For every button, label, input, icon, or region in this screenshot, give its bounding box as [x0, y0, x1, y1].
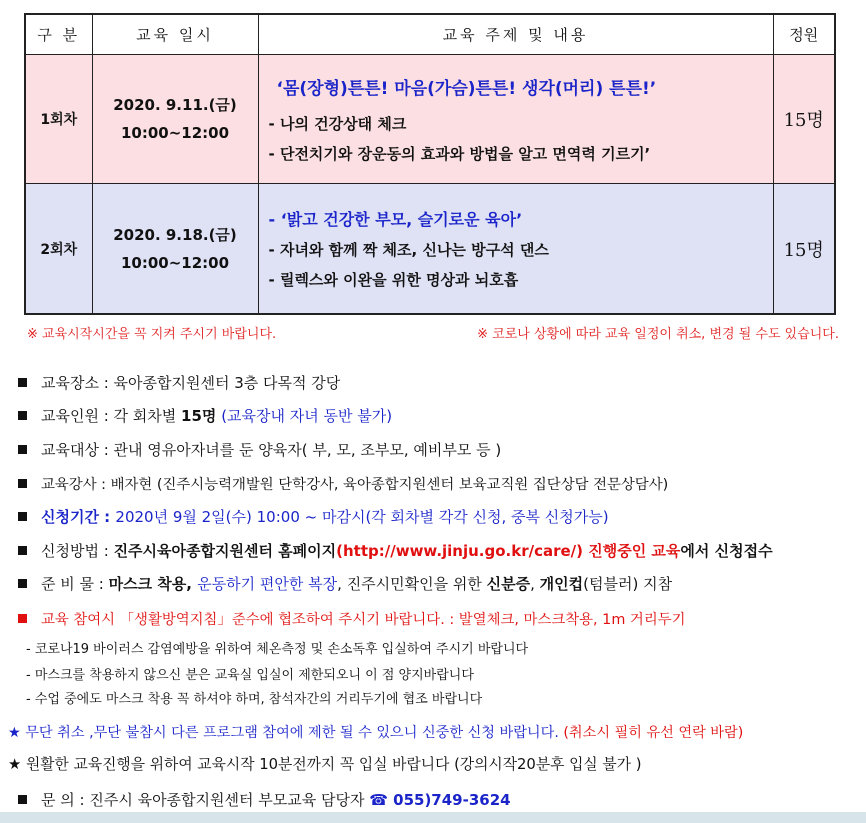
info-star-cancel-text: ★ 무단 취소 ,무단 불참시 다른 프로그램 참여에 제한 될 수 있으니 신중한 신청 바랍니다.: [8, 725, 564, 741]
topic-cell: [258, 55, 773, 184]
info-prep-id: 신분증: [486, 575, 531, 593]
datetime-cell: [92, 184, 258, 315]
info-method-link[interactable]: (http://www.jinju.go.kr/care/) 진행중인 교육: [336, 542, 681, 560]
bullet-icon: [18, 378, 27, 387]
table-header-row: [25, 14, 835, 55]
info-period-label: 신청기간 :: [41, 508, 116, 526]
info-target: [18, 439, 501, 460]
bullet-icon: [18, 795, 27, 804]
info-period: [18, 506, 609, 527]
info-prep-text: , 진주시민확인을 위한: [337, 575, 487, 593]
capacity-cell: 15명: [773, 184, 835, 315]
table-row: [25, 184, 835, 315]
info-place: [18, 372, 340, 393]
info-people: [18, 405, 392, 426]
info-target-text: 교육대상 : 관내 영유아자녀를 둔 양육자( 부, 모, 조부모, 예비부모 등 ): [41, 441, 502, 459]
topic-title: - ‘밝고 건강한 부모, 슬기로운 육아’: [268, 210, 523, 229]
info-prep-end: (텀블러) 지참: [583, 575, 673, 593]
bullet-icon: [18, 579, 27, 588]
round-cell: 1회차: [25, 55, 92, 184]
info-rule: [18, 608, 686, 629]
info-people-note: (교육장내 자녀 동반 불가): [216, 407, 393, 425]
schedule-table: [24, 13, 836, 315]
time-text: 10:00~12:00: [120, 253, 230, 272]
notice-line: [27, 323, 839, 342]
date-text: 2020. 9.18.(금): [113, 225, 237, 244]
info-prep-clothes: 운동하기 편안한 복장: [197, 575, 338, 593]
info-sub: - 마스크를 착용하지 않으신 분은 교육실 입실이 제한되오니 이 점 양지바랍니다: [26, 668, 474, 683]
header-topic: 교육 주제 및 내용: [258, 14, 773, 55]
time-text: 10:00~12:00: [120, 124, 230, 142]
info-contact-phone[interactable]: ☎ 055)749-3624: [369, 791, 511, 809]
bullet-icon: [18, 479, 27, 488]
bullet-icon: [18, 512, 27, 521]
bullet-icon: [18, 546, 27, 555]
info-prep-cup: 개인컵: [539, 575, 584, 593]
notice-time: ※ 교육시작시간을 꼭 지켜 주시기 바랍니다.: [27, 327, 277, 342]
bullet-icon: [18, 445, 27, 454]
bullet-icon: [18, 614, 27, 623]
bottom-scroll-strip: [0, 812, 866, 823]
info-method: [18, 540, 773, 561]
info-rule-text: 교육 참여시 「생활방역지침」준수에 협조하여 주시기 바랍니다. : 발열체크, 마스크착용, 1m 거리두기: [41, 612, 686, 628]
info-prep-sep: ,: [530, 575, 540, 593]
info-method-site: 진주시육아종합지원센터 홈페이지: [113, 542, 337, 560]
datetime-cell: [92, 55, 258, 184]
topic-item: - 단전치기와 장운동의 효과와 방법을 알고 면역력 기르기’: [268, 145, 651, 163]
topic-item: - 자녀와 함께 짝 체조, 신나는 방구석 댄스: [268, 241, 549, 259]
info-star-arrival: ★ 원활한 교육진행을 위하여 교육시작 10분전까지 꼭 입실 바랍니다 (강의시작20분후 입실 불가 ): [8, 756, 642, 773]
info-contact: [18, 789, 511, 810]
info-lecturer-text: 교육강사 : 배자현 (진주시능력개발원 단학강사, 육아종합지원센터 보육교직원 집단상담 전문상담사): [41, 477, 669, 493]
info-prep-label: 준 비 물 :: [41, 575, 109, 593]
capacity-cell: 15명: [773, 55, 835, 184]
table-row: [25, 55, 835, 184]
notice-covid: ※ 코로나 상황에 따라 교육 일정이 취소, 변경 될 수도 있습니다.: [477, 327, 839, 342]
info-people-count: 15명: [181, 407, 217, 425]
info-star-cancel-note: (취소시 필히 유선 연락 바람): [563, 725, 744, 741]
info-people-label: 교육인원 : 각 회차별: [41, 407, 182, 425]
topic-title: ‘몸(장형)튼튼! 마음(가슴)튼튼! 생각(머리) 튼튼!’: [276, 79, 657, 99]
header-round: 구 분: [25, 14, 92, 55]
info-method-suffix: 에서 신청접수: [680, 542, 773, 560]
info-method-label: 신청방법 :: [41, 542, 114, 560]
round-cell: 2회차: [25, 184, 92, 315]
info-place-text: 교육장소 : 육아종합지원센터 3층 다목적 강당: [41, 374, 341, 392]
info-period-text: 2020년 9월 2일(수) 10:00 ~ 마감시(각 회차별 각각 신청, 중복 신청가능): [115, 508, 609, 526]
date-text: 2020. 9.11.(금): [113, 96, 237, 114]
info-contact-text: 문 의 : 진주시 육아종합지원센터 부모교육 담당자: [41, 791, 370, 809]
info-lecturer: [18, 473, 668, 494]
topic-item: - 릴렉스와 이완을 위한 명상과 뇌호흡: [268, 271, 519, 289]
topic-item: - 나의 건강상태 체크: [268, 115, 407, 133]
bullet-icon: [18, 411, 27, 420]
info-sub: - 코로나19 바이러스 감염예방을 위하여 체온측정 및 손소독후 입실하여 주시기 바랍니다: [26, 642, 529, 657]
info-prep: [18, 573, 672, 594]
info-sub: - 수업 중에도 마스크 착용 꼭 하셔야 하며, 참석자간의 거리두기에 협조 바랍니다: [26, 692, 483, 707]
topic-cell: [258, 184, 773, 315]
header-capacity: 정원: [773, 14, 835, 55]
header-datetime: 교육 일시: [92, 14, 258, 55]
info-star-cancel: [8, 722, 743, 742]
info-prep-mask: 마스크 착용,: [108, 575, 198, 593]
